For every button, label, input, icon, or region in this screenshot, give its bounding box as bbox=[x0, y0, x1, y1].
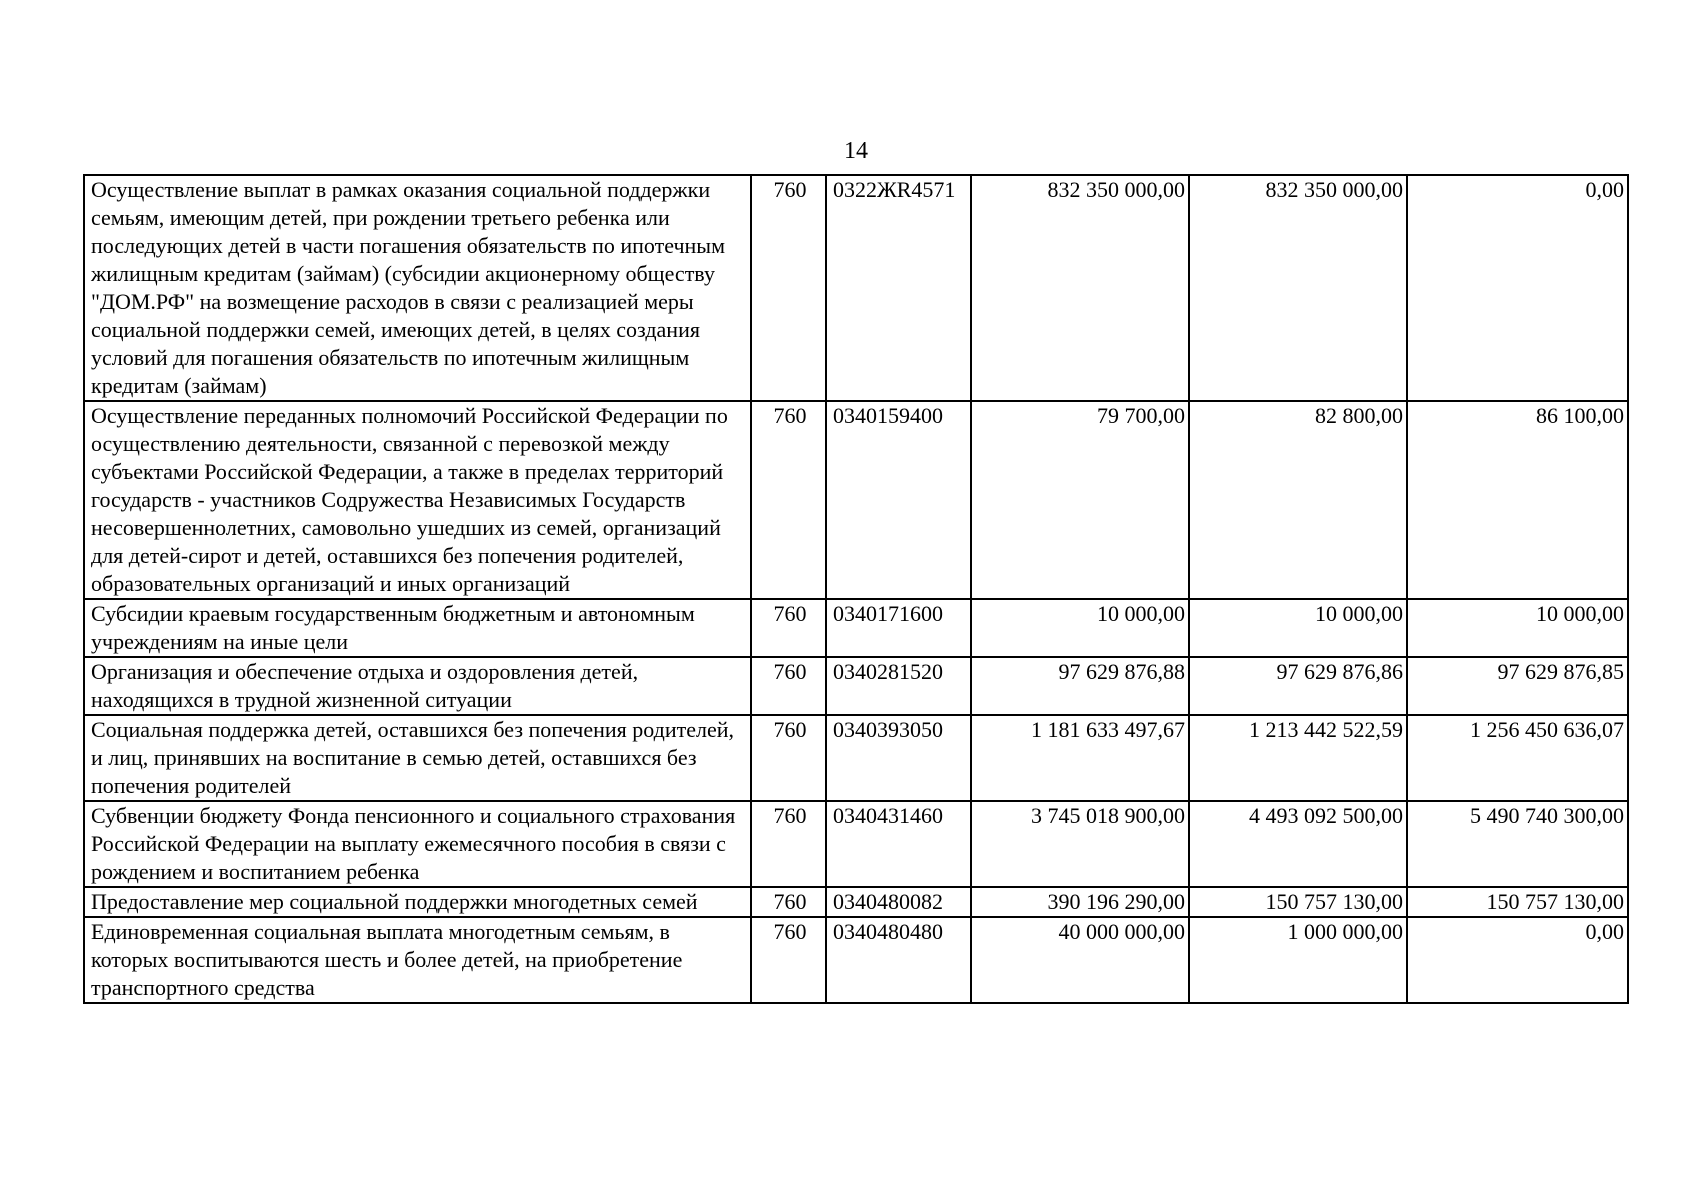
row-code: 760 bbox=[751, 657, 826, 715]
row-amount-year-2: 10 000,00 bbox=[1189, 599, 1407, 657]
page-number: 14 bbox=[844, 138, 868, 164]
row-target-article: 0340159400 bbox=[826, 401, 971, 599]
row-amount-year-2: 832 350 000,00 bbox=[1189, 175, 1407, 401]
row-description: Единовременная социальная выплата многодетным семьям, в которых воспитываются шесть и более детей, на приобретение транспортного средства bbox=[84, 917, 751, 1003]
row-amount-year-1: 10 000,00 bbox=[971, 599, 1189, 657]
row-amount-year-3: 1 256 450 636,07 bbox=[1407, 715, 1628, 801]
row-amount-year-3: 150 757 130,00 bbox=[1407, 887, 1628, 917]
row-amount-year-2: 4 493 092 500,00 bbox=[1189, 801, 1407, 887]
table-row bbox=[84, 715, 1628, 801]
row-code: 760 bbox=[751, 401, 826, 599]
table-row bbox=[84, 175, 1628, 401]
table-row bbox=[84, 917, 1628, 1003]
row-description: Социальная поддержка детей, оставшихся без попечения родителей, и лиц, принявших на воспитание в семью детей, оставшихся без попечения родителей bbox=[84, 715, 751, 801]
row-description: Субсидии краевым государственным бюджетным и автономным учреждениям на иные цели bbox=[84, 599, 751, 657]
row-amount-year-2: 97 629 876,86 bbox=[1189, 657, 1407, 715]
row-amount-year-2: 150 757 130,00 bbox=[1189, 887, 1407, 917]
row-amount-year-1: 832 350 000,00 bbox=[971, 175, 1189, 401]
row-amount-year-1: 390 196 290,00 bbox=[971, 887, 1189, 917]
row-amount-year-1: 97 629 876,88 bbox=[971, 657, 1189, 715]
row-target-article: 0340480480 bbox=[826, 917, 971, 1003]
row-target-article: 0340281520 bbox=[826, 657, 971, 715]
row-target-article: 0340431460 bbox=[826, 801, 971, 887]
row-amount-year-3: 0,00 bbox=[1407, 917, 1628, 1003]
table-row bbox=[84, 657, 1628, 715]
row-description: Осуществление переданных полномочий Российской Федерации по осуществлению деятельности, связанной с перевозкой между субъектами Российской Федерации, а также в пределах территорий государств - участников Содружества Независимых Государств несовершеннолетних, самовольно ушедших из семей, организаций для детей-сирот и детей, оставшихся без попечения родителей, образовательных организаций и иных организаций bbox=[84, 401, 751, 599]
table-row bbox=[84, 887, 1628, 917]
row-code: 760 bbox=[751, 917, 826, 1003]
row-target-article: 0322ЖR4571 bbox=[826, 175, 971, 401]
row-amount-year-3: 97 629 876,85 bbox=[1407, 657, 1628, 715]
row-code: 760 bbox=[751, 175, 826, 401]
row-amount-year-2: 1 000 000,00 bbox=[1189, 917, 1407, 1003]
row-amount-year-3: 0,00 bbox=[1407, 175, 1628, 401]
row-code: 760 bbox=[751, 599, 826, 657]
row-amount-year-2: 82 800,00 bbox=[1189, 401, 1407, 599]
row-amount-year-1: 40 000 000,00 bbox=[971, 917, 1189, 1003]
row-description: Субвенции бюджету Фонда пенсионного и социального страхования Российской Федерации на выплату ежемесячного пособия в связи с рождением и воспитанием ребенка bbox=[84, 801, 751, 887]
row-code: 760 bbox=[751, 801, 826, 887]
row-target-article: 0340393050 bbox=[826, 715, 971, 801]
row-description: Осуществление выплат в рамках оказания социальной поддержки семьям, имеющим детей, при рождении третьего ребенка или последующих детей в части погашения обязательств по ипотечным жилищным кредитам (займам) (субсидии акционерному обществу "ДОМ.РФ" на возмещение расходов в связи с реализацией меры социальной поддержки семей, имеющих детей, в целях создания условий для погашения обязательств по ипотечным жилищным кредитам (займам) bbox=[84, 175, 751, 401]
row-amount-year-3: 86 100,00 bbox=[1407, 401, 1628, 599]
row-amount-year-2: 1 213 442 522,59 bbox=[1189, 715, 1407, 801]
row-amount-year-1: 79 700,00 bbox=[971, 401, 1189, 599]
table-row bbox=[84, 401, 1628, 599]
row-amount-year-3: 10 000,00 bbox=[1407, 599, 1628, 657]
budget-table bbox=[83, 174, 1629, 1004]
row-target-article: 0340171600 bbox=[826, 599, 971, 657]
row-code: 760 bbox=[751, 887, 826, 917]
table-row bbox=[84, 801, 1628, 887]
table-row bbox=[84, 599, 1628, 657]
row-description: Организация и обеспечение отдыха и оздоровления детей, находящихся в трудной жизненной ситуации bbox=[84, 657, 751, 715]
row-description: Предоставление мер социальной поддержки многодетных семей bbox=[84, 887, 751, 917]
row-target-article: 0340480082 bbox=[826, 887, 971, 917]
row-amount-year-1: 3 745 018 900,00 bbox=[971, 801, 1189, 887]
row-amount-year-3: 5 490 740 300,00 bbox=[1407, 801, 1628, 887]
row-amount-year-1: 1 181 633 497,67 bbox=[971, 715, 1189, 801]
row-code: 760 bbox=[751, 715, 826, 801]
